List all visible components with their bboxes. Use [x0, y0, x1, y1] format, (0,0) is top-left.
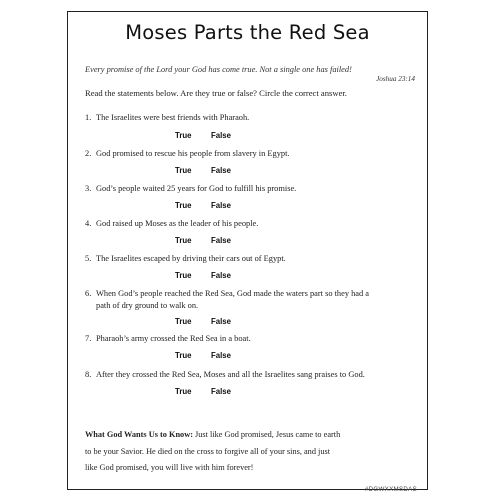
verse-text: Every promise of the Lord your God has come true. Not a single one has failed! [85, 65, 352, 74]
answer-choices-6 [175, 317, 231, 326]
question-text: The Israelites were best friends with Pharaoh. [96, 113, 250, 122]
question-number: 6. [85, 289, 92, 298]
question-number: 1. [85, 113, 92, 122]
answer-false[interactable]: False [211, 166, 231, 175]
question-number: 3. [85, 184, 92, 193]
answer-choices-5 [175, 271, 231, 280]
question-text: The Israelites escaped by driving their cars out of Egypt. [96, 254, 286, 263]
worksheet [67, 11, 428, 493]
question-number: 5. [85, 254, 92, 263]
answer-true[interactable]: True [175, 351, 192, 360]
bible-verse [85, 64, 415, 83]
question-8 [85, 369, 410, 381]
question-text: Pharaoh’s army crossed the Red Sea in a boat. [96, 334, 251, 343]
answer-choices-3 [175, 201, 231, 210]
question-text: When God’s people reached the Red Sea, God made the waters part so they had a [96, 289, 370, 298]
answer-false[interactable]: False [211, 201, 231, 210]
answer-choices-4 [175, 236, 231, 245]
question-5 [85, 253, 410, 265]
answer-choices-2 [175, 166, 231, 175]
question-text: God promised to rescue his people from slavery in Egypt. [96, 149, 290, 158]
question-text: God’s people waited 25 years for God to fulfill his promise. [96, 184, 297, 193]
section-text-line2: to be your Savior. He died on the cross to forgive all of your sins, and just [85, 446, 331, 456]
what-god-wants-section [85, 427, 415, 477]
question-2 [85, 148, 410, 160]
worksheet-title: Moses Parts the Red Sea [125, 21, 370, 44]
question-text: God raised up Moses as the leader of his people. [96, 219, 259, 228]
verse-reference: Joshua 23:14 [376, 75, 415, 83]
answer-choices-1 [175, 131, 231, 140]
question-7 [85, 333, 410, 345]
answer-false[interactable]: False [211, 351, 231, 360]
product-code: #DGWXXMSDAS [364, 486, 417, 493]
answer-false[interactable]: False [211, 271, 231, 280]
answer-false[interactable]: False [211, 387, 231, 396]
answer-false[interactable]: False [211, 131, 231, 140]
section-text-line3: like God promised, you will live with him forever! [85, 463, 254, 472]
answer-false[interactable]: False [211, 317, 231, 326]
question-number: 4. [85, 219, 92, 228]
answer-true[interactable]: True [175, 236, 192, 245]
instructions: Read the statements below. Are they true or false? Circle the correct answer. [85, 88, 347, 98]
answer-true[interactable]: True [175, 271, 192, 280]
answer-true[interactable]: True [175, 201, 192, 210]
question-number: 8. [85, 370, 92, 379]
question-number: 2. [85, 149, 92, 158]
answer-false[interactable]: False [211, 236, 231, 245]
answer-true[interactable]: True [175, 131, 192, 140]
answer-true[interactable]: True [175, 387, 192, 396]
question-4 [85, 218, 410, 230]
answer-true[interactable]: True [175, 317, 192, 326]
answer-choices-8 [175, 387, 231, 396]
answer-true[interactable]: True [175, 166, 192, 175]
question-1 [85, 112, 410, 124]
section-text-line1: Just like God promised, Jesus came to earth [195, 430, 341, 439]
section-heading: What God Wants Us to Know: [85, 430, 193, 439]
question-3 [85, 183, 410, 195]
question-text-continued: path of dry ground to walk on. [96, 301, 199, 310]
question-text: After they crossed the Red Sea, Moses and all the Israelites sang praises to God. [96, 370, 365, 379]
answer-choices-7 [175, 351, 231, 360]
question-6 [85, 288, 410, 312]
question-number: 7. [85, 334, 92, 343]
